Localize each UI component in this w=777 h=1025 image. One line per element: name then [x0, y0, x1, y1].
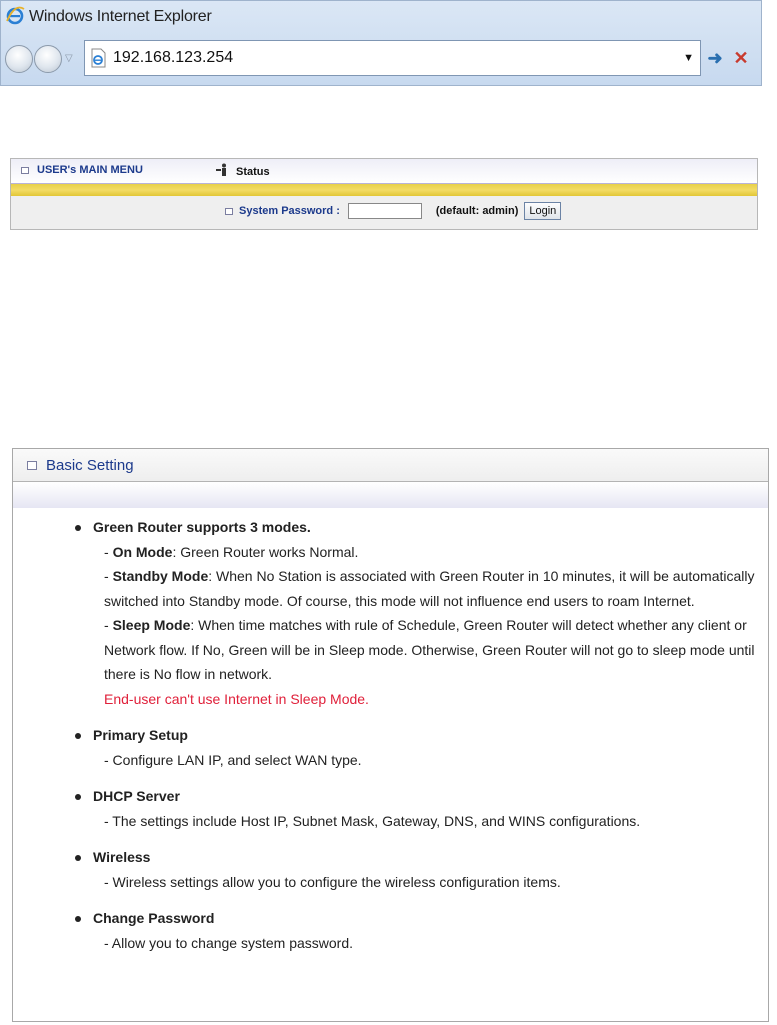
title-bar [5, 5, 212, 29]
sleep-warning: End-user can't use Internet in Sleep Mode. [104, 690, 369, 707]
default-hint: (default: admin) [435, 205, 519, 217]
section-heading: DHCP Server [93, 788, 180, 804]
panel-title: Basic Setting [46, 456, 134, 474]
mode-name: On Mode [112, 543, 173, 560]
history-dropdown-icon[interactable]: ▽ [65, 53, 73, 64]
mode-desc: : When No Station is associated with Green Router in 10 minutes, it will be automatically switched into Standby mode. Of course, this mode will not influence end users to roam Internet. [104, 568, 755, 609]
address-bar[interactable] [84, 40, 701, 76]
mode-standby: - Standby Mode: When No Station is associated with Green Router in 10 minutes, it will be automatically switched into Standby mode. Of course, this mode will not influence end users to roam Internet. [104, 568, 755, 609]
list-item [75, 515, 755, 540]
status-person-icon [215, 163, 229, 180]
help-content [75, 515, 755, 955]
mode-name: Sleep Mode [112, 617, 191, 633]
list-item [75, 784, 755, 809]
list-item [75, 906, 755, 931]
window-title: Windows Internet Explorer [29, 8, 212, 25]
login-button[interactable]: Login [524, 202, 561, 220]
bullet-icon [75, 525, 81, 531]
page-icon [89, 48, 107, 68]
ie-logo-icon [5, 5, 25, 30]
main-menu-link[interactable] [21, 164, 143, 176]
mode-sleep: - Sleep Mode: When time matches with rule of Schedule, Green Router will detect whether any client or Network flow. If No, Green will be in Sleep mode. Otherwise, Green Router will not go to sleep mode until there is No flow in network. [104, 617, 755, 682]
address-dropdown-icon[interactable]: ▼ [683, 52, 694, 64]
go-arrow-icon[interactable]: ➜ [707, 47, 723, 68]
bullet-icon [75, 916, 81, 922]
bullet-icon [75, 733, 81, 739]
password-square-icon [225, 208, 233, 215]
bullet-icon [75, 794, 81, 800]
section-heading: Change Password [93, 910, 215, 926]
status-link[interactable] [215, 163, 270, 180]
section-detail: - Configure LAN IP, and select WAN type. [104, 751, 362, 768]
section-detail: - Wireless settings allow you to configure the wireless configuration items. [104, 873, 561, 890]
list-item [75, 845, 755, 870]
menu-header [11, 159, 757, 184]
mode-desc: : Green Router works Normal. [172, 543, 359, 560]
panel-square-icon [27, 461, 37, 470]
stop-icon[interactable]: ✕ [733, 47, 749, 68]
back-button[interactable] [5, 45, 33, 73]
gold-divider [11, 184, 757, 196]
section-detail: - The settings include Host IP, Subnet Mask, Gateway, DNS, and WINS configurations. [104, 812, 641, 829]
section-detail: - Allow you to change system password. [104, 934, 354, 951]
mode-desc: : When time matches with rule of Schedule, Green Router will detect whether any client or Network flow. If No, Green will be in Sleep mode. Otherwise, Green Router will not go to sleep mode until there is No flow in network. [104, 617, 755, 682]
address-text[interactable]: 192.168.123.254 [113, 49, 234, 66]
section-heading: Green Router supports 3 modes. [93, 519, 311, 535]
browser-window [0, 0, 762, 86]
panel-header [13, 449, 768, 482]
panel-band [13, 482, 768, 508]
section-heading: Wireless [93, 849, 151, 865]
mode-on: - On Mode: Green Router works Normal. [104, 543, 359, 560]
menu-square-icon [21, 167, 29, 174]
status-label[interactable]: Status [236, 165, 270, 178]
main-menu-label[interactable]: USER's MAIN MENU [37, 164, 143, 176]
mode-name: Standby Mode [112, 568, 209, 584]
bullet-icon [75, 855, 81, 861]
list-item [75, 723, 755, 748]
section-heading: Primary Setup [93, 727, 188, 743]
password-label: System Password : [239, 205, 340, 217]
login-row [11, 196, 757, 230]
router-menu-bar [10, 158, 758, 230]
basic-setting-panel [12, 448, 769, 1022]
password-input[interactable] [348, 203, 422, 219]
forward-button[interactable] [34, 45, 62, 73]
